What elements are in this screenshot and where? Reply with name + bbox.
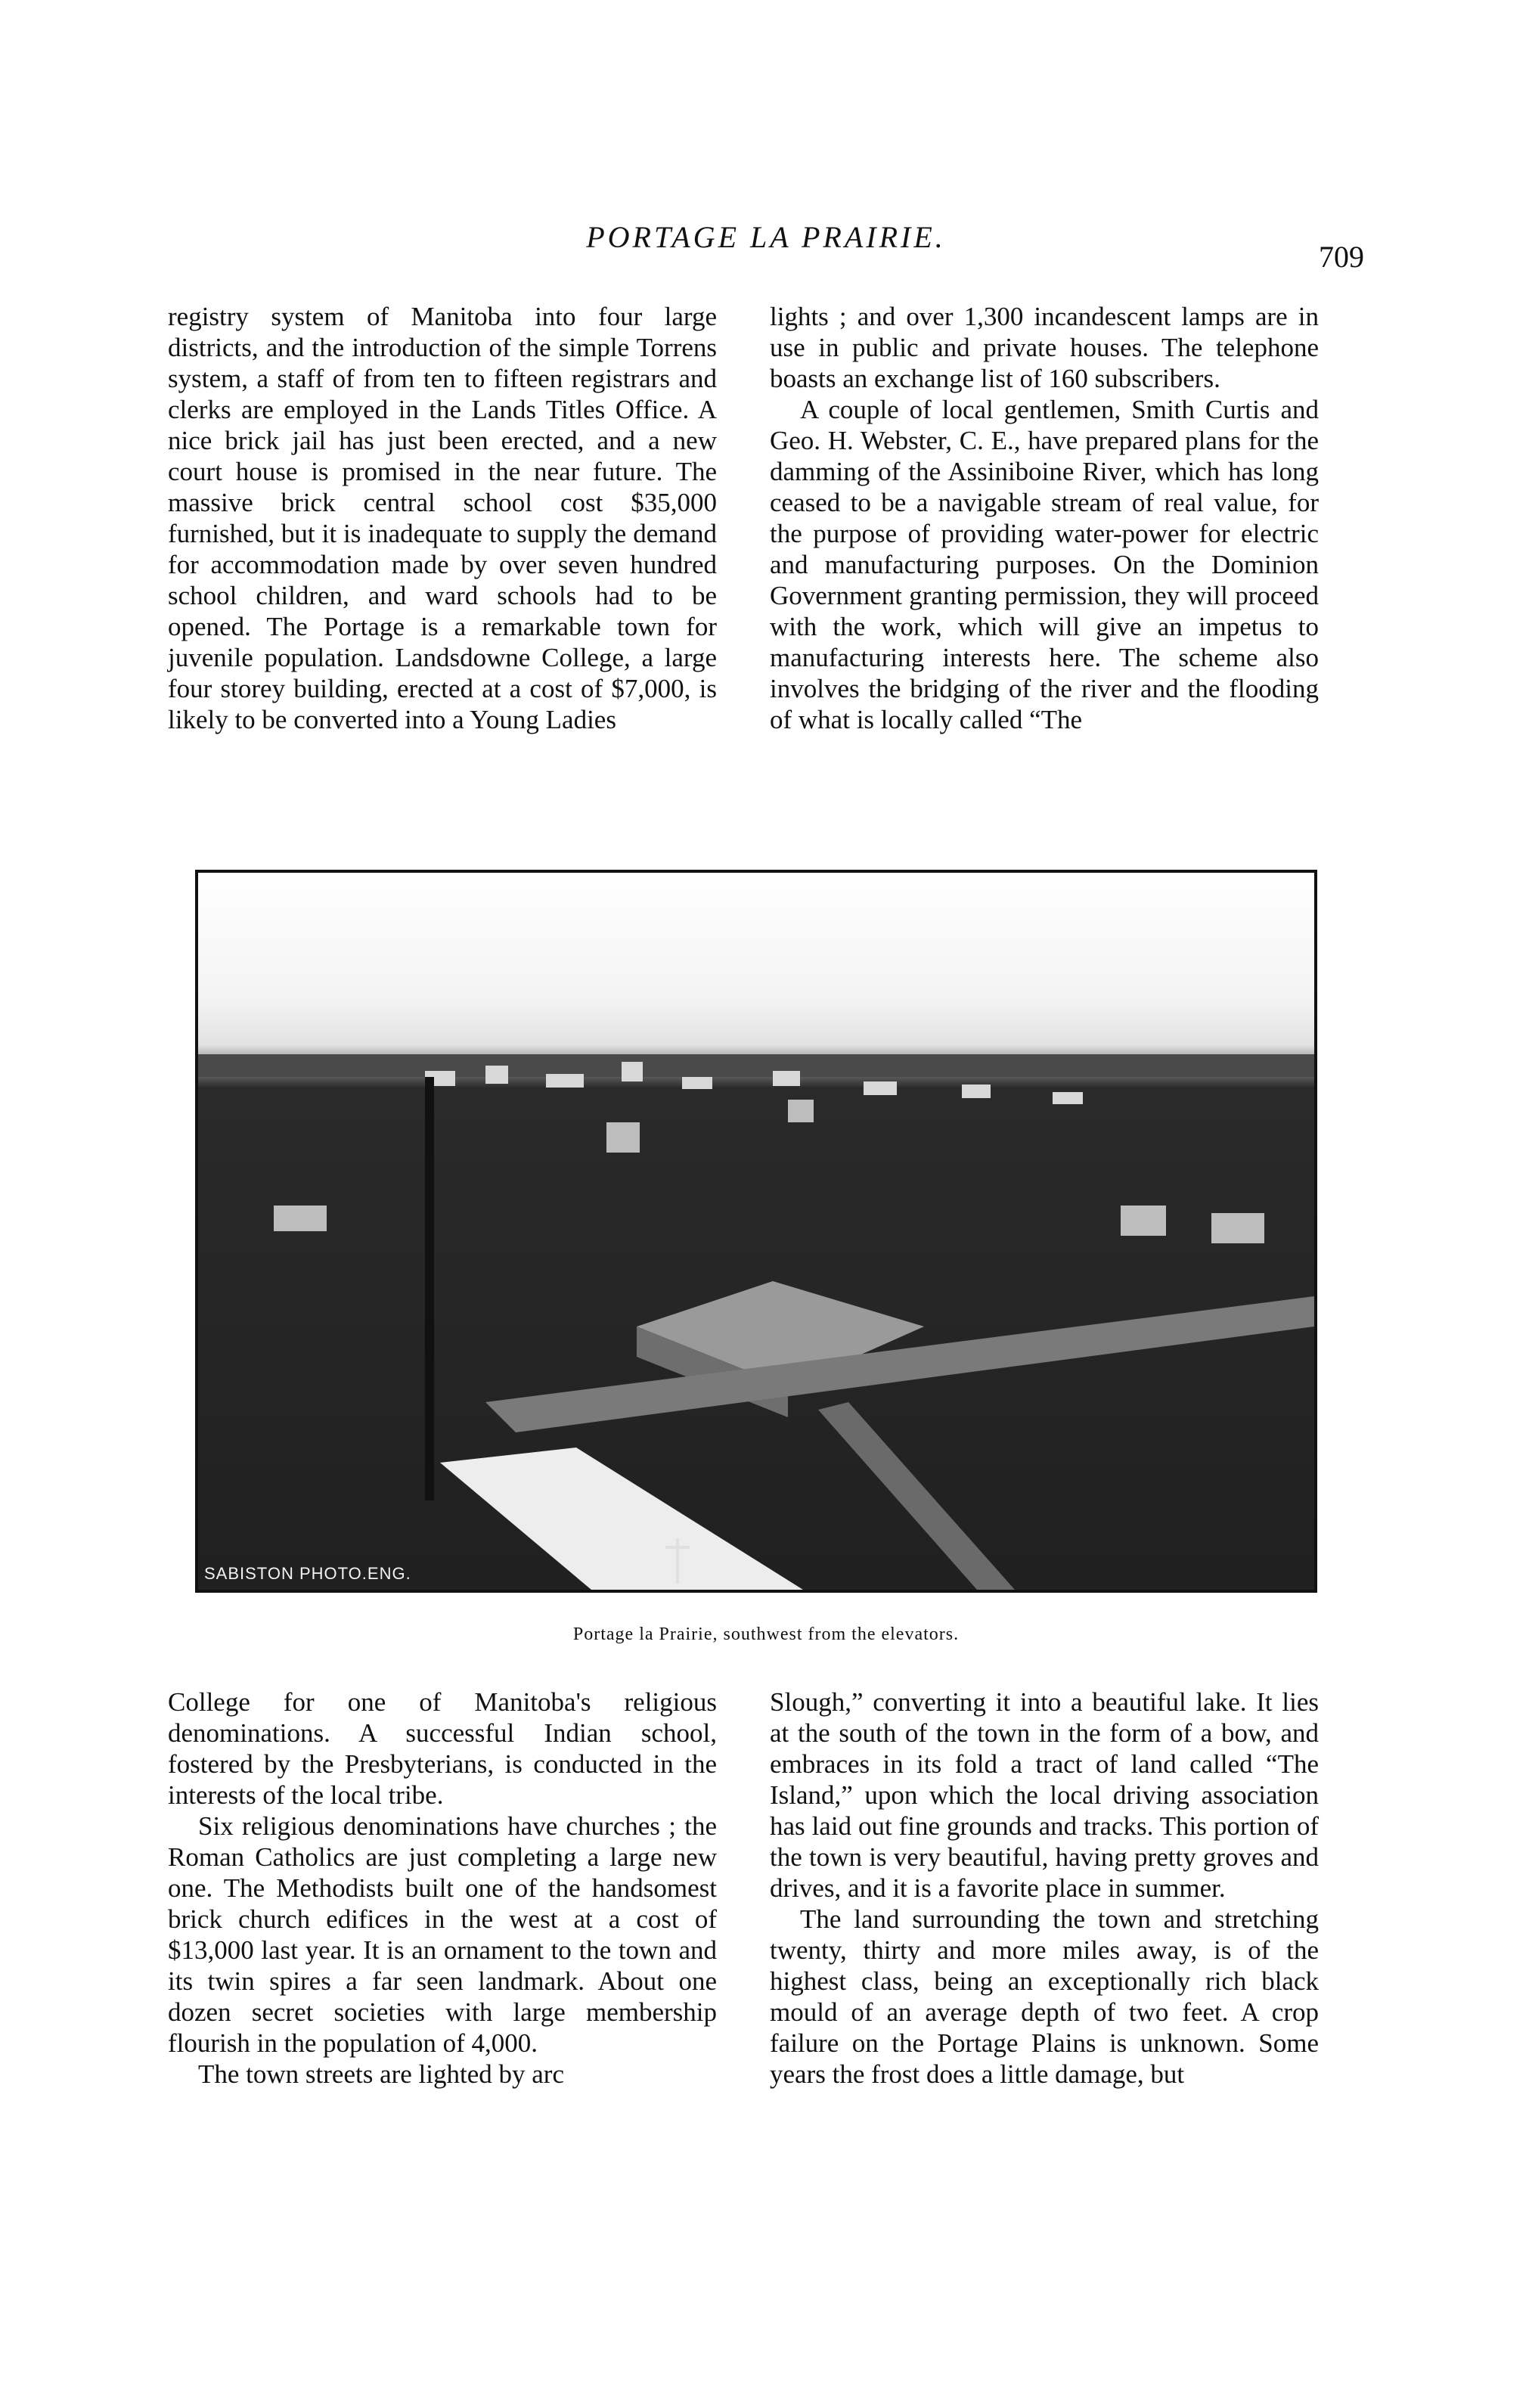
column-top-right: [770, 301, 1319, 735]
page-number: 709: [1319, 240, 1364, 274]
paragraph: registry system of Manitoba into four large districts, and the introduction of the simple Torrens system, a staff of from ten to fifteen registrars and clerks are employed in the Lands Titles Office. A nice brick jail has just been erected, and a new court house is promised in the near future. The massive brick central school cost $35,000 furnished, but it is inadequate to supply the demand for accommodation made by over seven hundred school children, and ward schools had to be opened. The Portage is a remarkable town for juvenile population. Landsdowne College, a large four storey building, erected at a cost of $7,000, is likely to be converted into a Young Ladies: [168, 302, 717, 734]
photo-illustration: [198, 873, 1314, 1590]
town-photograph: [195, 870, 1317, 1593]
column-top-left: [168, 301, 717, 735]
column-bottom-left: [168, 1687, 717, 2090]
paragraph: College for one of Manitoba's religious denominations. A successful Indian school, fostered by the Presbyterians, is conducted in the interests of the local tribe.: [168, 1687, 717, 1810]
paragraph: Slough,” converting it into a beautiful lake. It lies at the south of the town in the form of a bow, and embraces in its fold a tract of land called “The Island,” upon which the local driving association has laid out fine grounds and tracks. This portion of the town is very beautiful, having pretty groves and drives, and it is a favorite place in summer.: [770, 1687, 1319, 1903]
column-bottom-right: [770, 1687, 1319, 2090]
paragraph: The land surrounding the town and stretching twenty, thirty and more miles away, is of the highest class, being an exceptionally rich black mould of an average depth of two feet. A crop failure on the Portage Plains is unknown. Some years the frost does a little damage, but: [770, 1904, 1319, 2089]
running-head: PORTAGE LA PRAIRIE.: [586, 220, 946, 254]
paragraph: A couple of local gentlemen, Smith Curtis and Geo. H. Webster, C. E., have prepared plans for the damming of the Assiniboine River, which has long ceased to be a navigable stream of real value, for the purpose of providing water-power for electric and manufacturing purposes. On the Dominion Government granting permission, they will proceed with the work, which will give an impetus to manufacturing interests here. The scheme also involves the bridging of the river and the flooding of what is locally called “The: [770, 395, 1319, 734]
figure-caption: Portage la Prairie, southwest from the elevators.: [572, 1624, 960, 1644]
photo-credit: SABISTON PHOTO.ENG.: [204, 1564, 411, 1583]
paragraph: lights ; and over 1,300 incandescent lamps are in use in public and private houses. The telephone boasts an exchange list of 160 subscribers.: [770, 302, 1319, 393]
paragraph: The town streets are lighted by arc: [198, 2059, 564, 2089]
paragraph: Six religious denominations have churches ; the Roman Catholics are just completing a large new one. The Methodists built one of the handsomest brick church edifices in the west at a cost of $13,000 last year. It is an ornament to the town and its twin spires a far seen landmark. About one dozen secret societies with large membership flourish in the population of 4,000.: [168, 1811, 717, 2058]
